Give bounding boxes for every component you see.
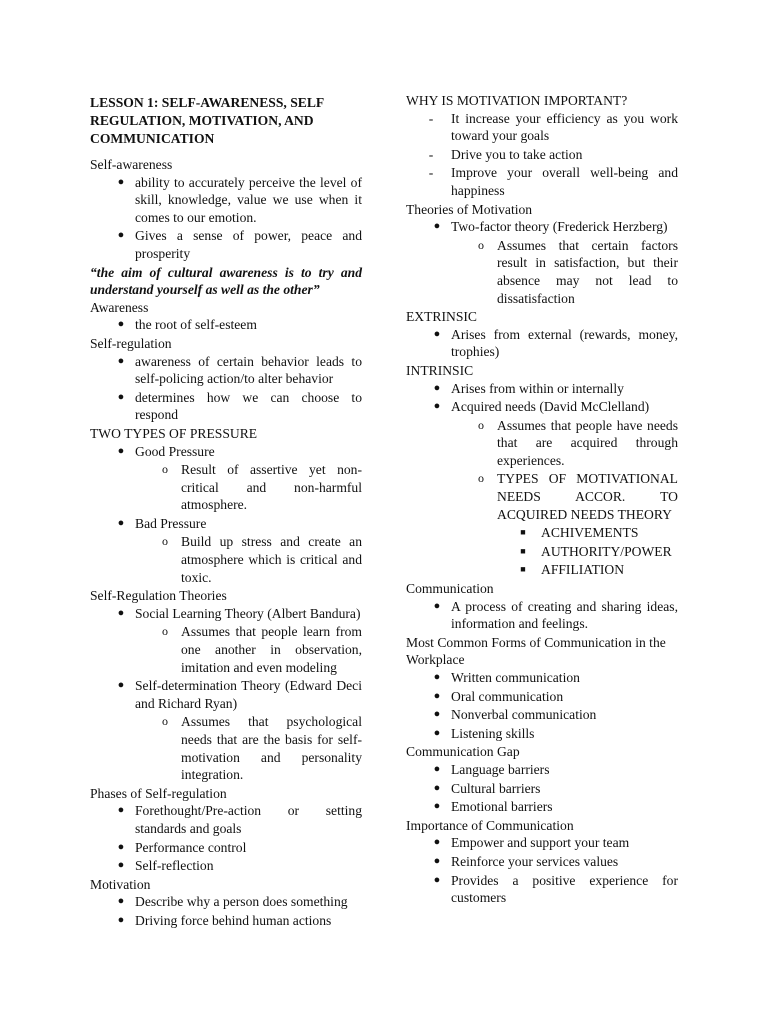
list-item <box>406 780 678 798</box>
list-item-text: Empower and support your team <box>451 835 630 851</box>
list-item-text: determines how we can choose to respond <box>135 389 362 423</box>
extrinsic-list <box>406 326 678 361</box>
list-item-text: Build up stress and create an atmosphere which is critical and toxic. <box>181 534 362 585</box>
awareness-heading: Awareness <box>90 299 149 315</box>
list-item <box>406 598 678 633</box>
list-item-text: Assumes that certain factors result in satisfaction, but their absence may not lead to dissatisfaction <box>497 237 678 306</box>
list-item <box>90 605 362 623</box>
list-item-text: ability to accurately perceive the level of skill, knowledge, value we use when it comes to our emotion. <box>135 174 362 225</box>
self-regulation-theories-heading: Self-Regulation Theories <box>90 588 227 604</box>
cultural-awareness-quote: “the aim of cultural awareness is to try and understand yourself as well as the other” <box>90 264 362 298</box>
list-item-text: Self-reflection <box>135 858 214 874</box>
list-item-text: It increase your efficiency as you work toward your goals <box>451 110 678 144</box>
importance-heading: Importance of Communication <box>406 817 574 833</box>
list-item <box>90 353 362 388</box>
bullet-icon: ● <box>433 762 441 775</box>
bullet-icon: ● <box>117 840 125 853</box>
list-item-text: Emotional barriers <box>451 799 553 815</box>
list-item-text: Cultural barriers <box>451 780 541 796</box>
bullet-icon: ● <box>117 895 125 908</box>
bullet-icon: ● <box>117 354 125 367</box>
list-item <box>90 515 362 533</box>
bullet-icon: ● <box>117 606 125 619</box>
list-item <box>90 443 362 461</box>
list-item-text: Driving force behind human actions <box>135 912 332 928</box>
bullet-icon: ● <box>433 726 441 739</box>
list-item-text: Drive you to take action <box>451 146 583 162</box>
list-item <box>90 174 362 227</box>
list-item-text: Nonverbal communication <box>451 707 597 723</box>
theories-of-motivation-list <box>406 218 678 307</box>
list-item <box>406 237 678 307</box>
self-awareness-list <box>90 174 362 263</box>
list-item <box>406 761 678 779</box>
circle-bullet-icon: o <box>162 534 168 549</box>
list-item <box>406 218 678 236</box>
bullet-icon: ● <box>117 516 125 529</box>
list-item <box>406 706 678 724</box>
list-item-text: Reinforce your services values <box>451 853 619 869</box>
bullet-icon: ● <box>117 804 125 817</box>
communication-list <box>406 598 678 633</box>
bullet-icon: ● <box>433 854 441 867</box>
dash-icon: - <box>428 165 434 181</box>
list-item <box>406 326 678 361</box>
lesson-title: LESSON 1: SELF-AWARENESS, SELF REGULATION, MOTIVATION, AND COMMUNICATION <box>90 95 324 146</box>
list-item-text: Improve your overall well-being and happiness <box>451 165 678 198</box>
square-bullet-icon: ■ <box>520 527 526 538</box>
circle-bullet-icon: o <box>162 624 168 639</box>
list-item-text: Describe why a person does something <box>135 894 348 910</box>
importance-list <box>406 834 678 906</box>
list-item-text: AFFILIATION <box>541 562 625 578</box>
list-item <box>406 872 678 907</box>
right-column <box>406 92 678 908</box>
bullet-icon: ● <box>433 781 441 794</box>
list-item <box>406 470 678 523</box>
list-item <box>406 669 678 687</box>
self-awareness-heading: Self-awareness <box>90 157 173 172</box>
forms-heading: Most Common Forms of Communication in the Workplace <box>406 634 666 668</box>
list-item <box>90 839 362 857</box>
list-item-text: Good Pressure <box>135 443 215 459</box>
bullet-icon: ● <box>117 175 125 188</box>
why-motivation-list <box>406 110 678 200</box>
list-item-text: Assumes that people have needs that are acquired through experiences. <box>497 417 678 468</box>
motivation-heading: Motivation <box>90 876 151 892</box>
list-item <box>406 146 678 164</box>
dash-icon: - <box>428 146 434 162</box>
bullet-icon: ● <box>117 913 125 926</box>
list-item <box>90 893 362 911</box>
circle-bullet-icon: o <box>478 471 484 486</box>
list-item <box>406 688 678 706</box>
list-item-text: Language barriers <box>451 761 550 777</box>
list-item <box>90 802 362 837</box>
circle-bullet-icon: o <box>162 462 168 477</box>
communication-heading: Communication <box>406 581 494 597</box>
forms-list <box>406 669 678 742</box>
intrinsic-list <box>406 380 678 580</box>
list-item <box>90 912 362 930</box>
list-item <box>406 798 678 816</box>
bullet-icon: ● <box>117 679 125 692</box>
pressure-heading: TWO TYPES OF PRESSURE <box>90 425 258 441</box>
bullet-icon: ● <box>433 836 441 849</box>
list-item-text: TYPES OF MOTIVATIONAL NEEDS ACCOR. TO ACQUIRED NEEDS THEORY <box>497 471 678 522</box>
bullet-icon: ● <box>433 708 441 721</box>
list-item <box>406 524 678 542</box>
list-item-text: Arises from external (rewards, money, trophies) <box>451 326 678 360</box>
list-item <box>406 110 678 145</box>
list-item <box>406 561 678 579</box>
list-item-text: Acquired needs (David McClelland) <box>451 399 650 415</box>
bullet-icon: ● <box>433 671 441 683</box>
list-item-text: the root of self-esteem <box>135 317 257 333</box>
awareness-list <box>90 316 362 334</box>
list-item <box>90 677 362 712</box>
left-column <box>90 92 362 931</box>
bullet-icon: ● <box>433 800 441 813</box>
list-item <box>90 623 362 676</box>
extrinsic-heading: EXTRINSIC <box>406 309 477 325</box>
circle-bullet-icon: o <box>478 237 484 252</box>
circle-bullet-icon: o <box>162 714 168 729</box>
phases-heading: Phases of Self-regulation <box>90 785 227 801</box>
bullet-icon: ● <box>117 444 125 457</box>
list-item <box>406 834 678 852</box>
list-item-text: Bad Pressure <box>135 515 207 531</box>
bullet-icon: ● <box>433 400 441 413</box>
list-item <box>90 857 362 875</box>
list-item-text: A process of creating and sharing ideas, information and feelings. <box>451 598 678 632</box>
communication-gap-list <box>406 761 678 816</box>
phases-list <box>90 802 362 874</box>
intrinsic-heading: INTRINSIC <box>406 362 474 378</box>
list-item-text: Gives a sense of power, peace and prosperity <box>135 228 362 261</box>
bullet-icon: ● <box>117 318 125 331</box>
list-item-text: AUTHORITY/POWER <box>541 543 672 559</box>
list-item <box>406 417 678 470</box>
bullet-icon: ● <box>433 599 441 612</box>
circle-bullet-icon: o <box>478 417 484 432</box>
bullet-icon: ● <box>117 229 125 242</box>
list-item <box>406 725 678 743</box>
list-item <box>90 316 362 334</box>
list-item-text: Assumes that psychological needs that are the basis for self-motivation and personality integration. <box>181 714 362 783</box>
list-item-text: Two-factor theory (Frederick Herzberg) <box>451 219 668 235</box>
square-bullet-icon: ■ <box>520 545 526 556</box>
bullet-icon: ● <box>433 689 441 702</box>
list-item <box>406 398 678 416</box>
list-item-text: Listening skills <box>451 725 535 741</box>
theories-of-motivation-heading: Theories of Motivation <box>406 201 533 217</box>
self-regulation-theories-list <box>90 605 362 784</box>
list-item <box>406 543 678 561</box>
list-item <box>406 380 678 398</box>
communication-gap-heading: Communication Gap <box>406 744 520 760</box>
list-item <box>90 389 362 424</box>
list-item-text: Oral communication <box>451 688 564 704</box>
list-item-text: Social Learning Theory (Albert Bandura) <box>135 605 361 621</box>
list-item-text: Self-determination Theory (Edward Deci and Richard Ryan) <box>135 678 362 711</box>
list-item-text: awareness of certain behavior leads to self-policing action/to alter behavior <box>135 353 362 387</box>
list-item-text: Assumes that people learn from one another in observation, imitation and even modeling <box>181 624 362 675</box>
self-regulation-list <box>90 353 362 424</box>
list-item-text: Arises from within or internally <box>451 380 624 396</box>
list-item-text: ACHIVEMENTS <box>541 525 639 541</box>
list-item-text: Result of assertive yet non-critical and non-harmful atmosphere. <box>181 462 362 513</box>
list-item-text: Written communication <box>451 670 580 685</box>
square-bullet-icon: ■ <box>520 564 526 575</box>
why-motivation-heading: WHY IS MOTIVATION IMPORTANT? <box>406 93 628 108</box>
bullet-icon: ● <box>433 220 441 233</box>
list-item <box>406 164 678 199</box>
self-regulation-heading: Self-regulation <box>90 335 172 351</box>
list-item <box>90 533 362 586</box>
bullet-icon: ● <box>117 390 125 403</box>
bullet-icon: ● <box>117 859 125 872</box>
list-item <box>90 713 362 783</box>
list-item <box>406 853 678 871</box>
dash-icon: - <box>428 110 434 126</box>
list-item <box>90 227 362 262</box>
list-item-text: Provides a positive experience for customers <box>451 872 678 906</box>
list-item-text: Performance control <box>135 839 247 855</box>
motivation-list <box>90 893 362 929</box>
list-item-text: Forethought/Pre-action or setting standards and goals <box>135 803 362 836</box>
bullet-icon: ● <box>433 873 441 886</box>
pressure-list <box>90 443 362 587</box>
bullet-icon: ● <box>433 381 441 394</box>
list-item <box>90 461 362 514</box>
bullet-icon: ● <box>433 327 441 340</box>
